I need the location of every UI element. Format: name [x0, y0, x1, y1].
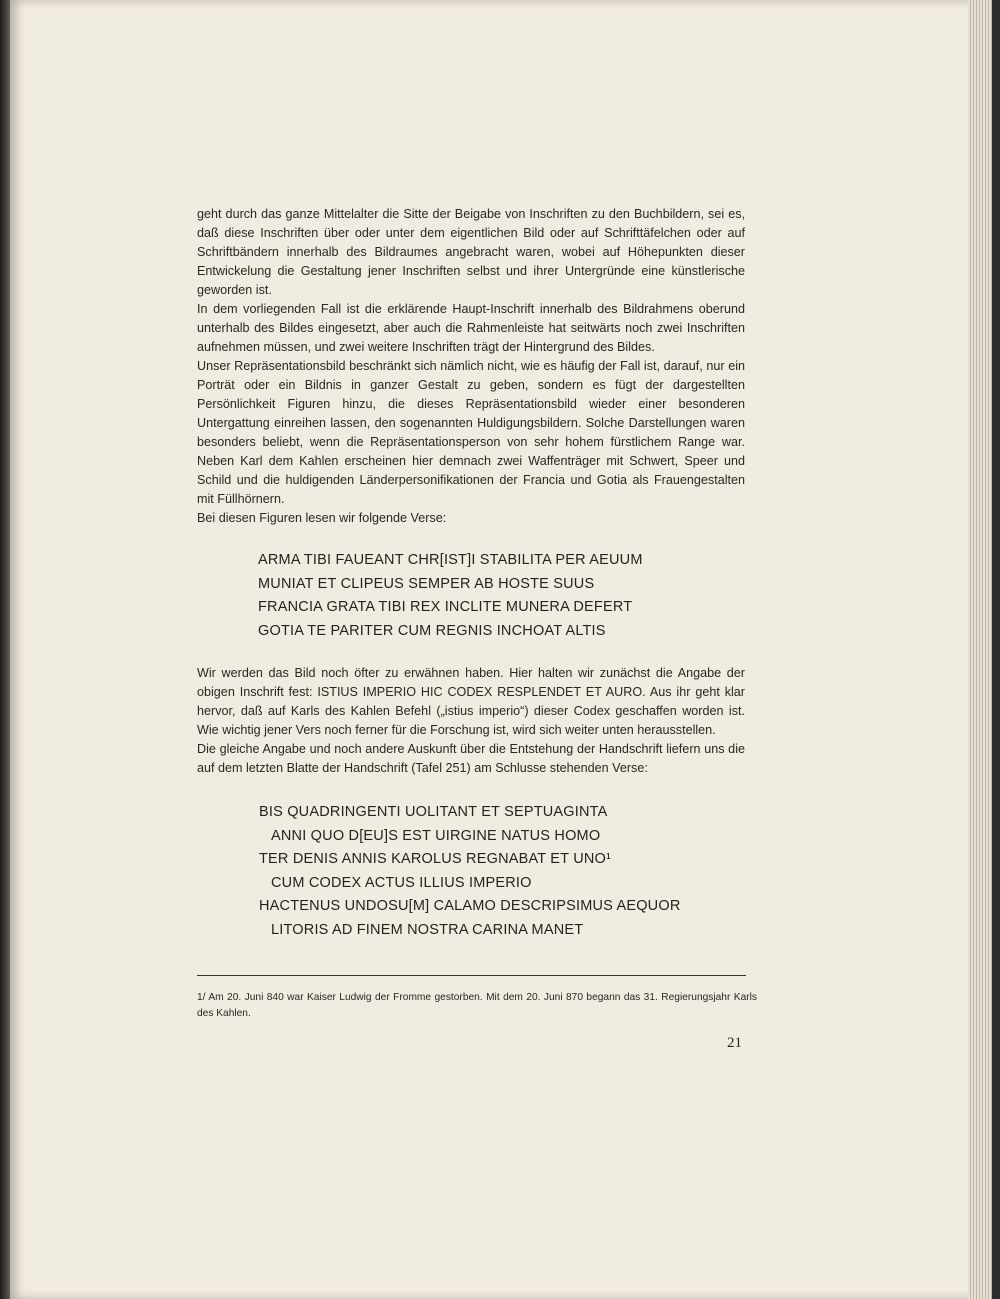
- footnote: 1/ Am 20. Juni 840 war Kaiser Ludwig der Fromme gestorben. Mit dem 20. Juni 870 begann das 31. Regierungsjahr Karls des Kahlen.: [197, 992, 757, 1019]
- verse-block-first: [258, 549, 745, 643]
- page-number: 21: [727, 1035, 742, 1051]
- verse-line: HACTENUS UNDOSU[M] CALAMO DESCRIPSIMUS AEQUOR: [259, 898, 681, 914]
- verse-line: ARMA TIBI FAUEANT CHR[IST]I STABILITA PER AEUUM: [258, 552, 643, 568]
- verse-line: BIS QUADRINGENTI UOLITANT ET SEPTUAGINTA: [259, 804, 608, 820]
- verse-line: MUNIAT ET CLIPEUS SEMPER AB HOSTE SUUS: [258, 575, 595, 592]
- verse-line: GOTIA TE PARITER CUM REGNIS INCHOAT ALTIS: [258, 622, 606, 639]
- body-paragraph: Bei diesen Figuren lesen wir folgende Verse:: [197, 511, 447, 525]
- page-text-block: [197, 205, 745, 942]
- body-paragraph: In dem vorliegenden Fall ist die erklärende Haupt-Inschrift innerhalb des Bildrahmens oberund unterhalb des Bildes eingesetzt, aber auch die Rahmenleiste hat seitwärts noch zwei Inschriften aufnehmen müssen, und zwei weitere Inschriften trägt der Hintergrund des Bildes.: [197, 302, 745, 354]
- body-paragraph: Unser Repräsentationsbild beschränkt sich nämlich nicht, wie es häufig der Fall ist, darauf, nur ein Porträt oder ein Bildnis in ganzer Gestalt zu geben, sondern es fügt der dargestellten Persönlichkeit Figuren hinzu, die dieses Repräsentationsbild wieder einer besonderen Untergattung einreihen lassen, den sogenannten Huldigungsbildern. Solche Darstellungen waren besonders beliebt, wenn die Repräsentationsperson von sehr hohem fürstlichem Range war. Neben Karl dem Kahlen erscheinen hier demnach zwei Waffenträger mit Schwert, Speer und Schild und die huldigenden Länderpersonifikationen der Francia und Gotia als Frauengestalten mit Füllhörnern.: [197, 359, 745, 506]
- verse-line: ANNI QUO D[EU]S EST UIRGINE NATUS HOMO: [271, 827, 601, 844]
- body-paragraph: Wir werden das Bild noch öfter zu erwähnen haben. Hier halten wir zunächst die Angabe der obigen Inschrift fest: ISTIUS IMPERIO HIC CODEX RESPLENDET ET AURO. Aus ihr geht klar hervor, daß auf Karls des Kahlen Befehl („istius imperio“) dieser Codex geschaffen worden ist. Wie wichtig jener Vers noch ferner für die Forschung ist, wird sich weiter unten herausstellen.: [197, 666, 745, 737]
- body-paragraph: geht durch das ganze Mittelalter die Sitte der Beigabe von Inschriften zu den Buchbildern, sei es, daß diese Inschriften über oder unter dem eigentlichen Bild oder auf Schrifttäfelchen oder auf Schriftbändern innerhalb des Bildraumes angebracht waren, wobei auf Höhepunkten dieser Entwickelung die Gestaltung jener Inschriften selbst und ihrer Untergründe eine künstlerische geworden ist.: [197, 207, 745, 297]
- verse-line: LITORIS AD FINEM NOSTRA CARINA MANET: [271, 921, 584, 938]
- verse-line: CUM CODEX ACTUS ILLIUS IMPERIO: [271, 874, 532, 891]
- background-edge: [992, 0, 1000, 1299]
- verse-line: TER DENIS ANNIS KAROLUS REGNABAT ET UNO¹: [259, 851, 612, 867]
- verse-line: FRANCIA GRATA TIBI REX INCLITE MUNERA DEFERT: [258, 599, 633, 615]
- body-paragraph: Die gleiche Angabe und noch andere Auskunft über die Entstehung der Handschrift liefern uns die auf dem letzten Blatte der Handschrift (Tafel 251) am Schlusse stehenden Verse:: [197, 742, 745, 775]
- footnote-rule: [197, 975, 746, 976]
- verse-block-second: [259, 801, 745, 942]
